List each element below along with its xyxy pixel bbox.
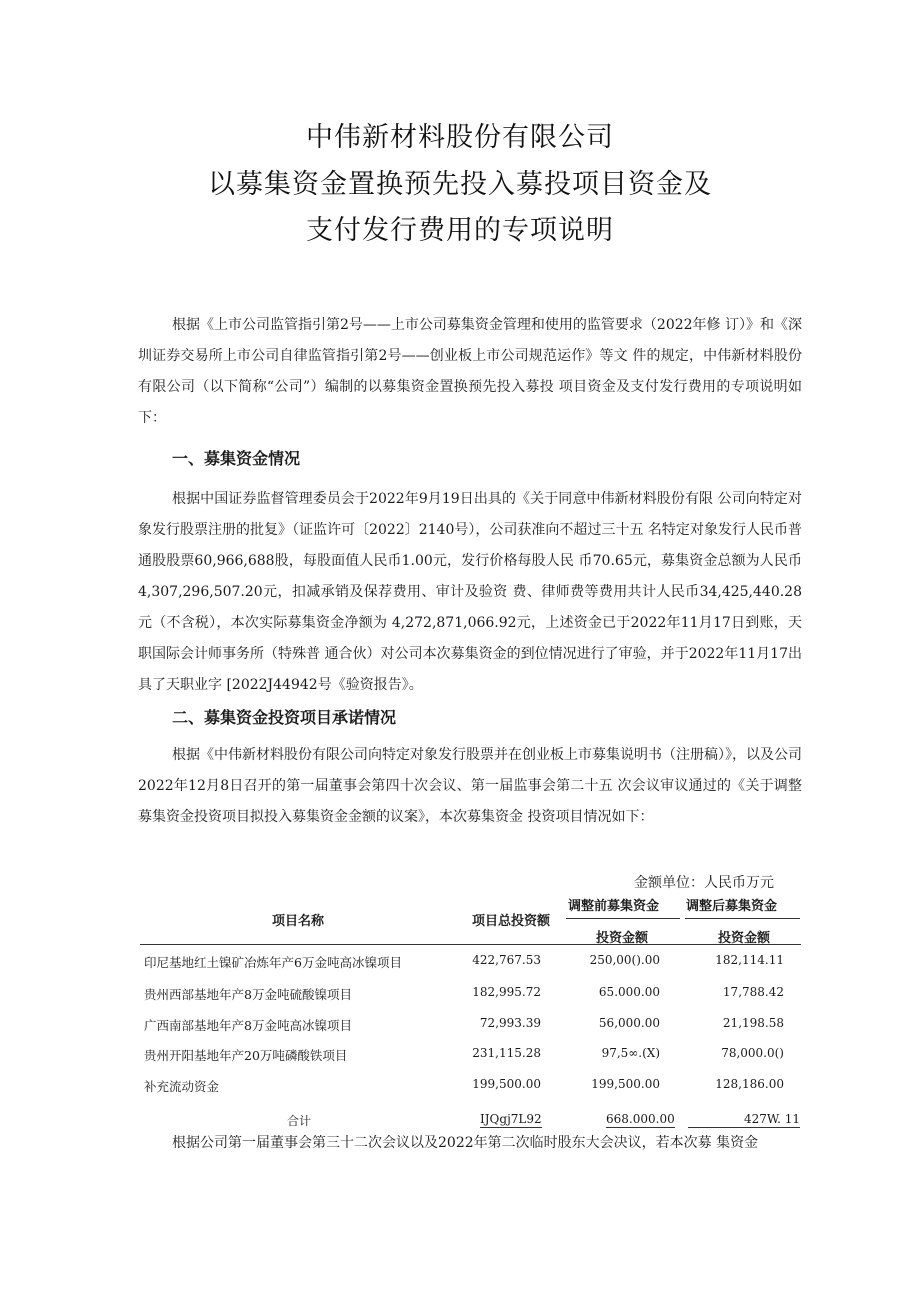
row-total: 422,767.53 xyxy=(472,953,541,967)
row-after: 21,198.58 xyxy=(722,1016,784,1030)
total-label: 合计 xyxy=(287,1114,312,1128)
row-name: 贵州西部基地年产8万金吨硫酸镍项目 xyxy=(144,987,352,1002)
section-1-heading: 一、募集资金情况 xyxy=(172,449,301,468)
row-name: 贵州开阳基地年产20万吨磷酸铁项目 xyxy=(144,1048,348,1063)
trailing-paragraph: 根据公司第一届董事会第三十二次会议以及2022年第二次临时股东大会决议，若本次募 集资金 xyxy=(172,1135,759,1151)
total-investment: IJQgj7L92 xyxy=(480,1112,542,1126)
title-line-2: 以募集资金置换预先投入募投项目资金及 xyxy=(208,169,712,200)
row-total: 231,115.28 xyxy=(472,1046,541,1060)
header-bottom-rule xyxy=(140,944,801,945)
header-before-line1: 调整前募集资金 xyxy=(568,899,660,914)
header-total-investment: 项目总投资额 xyxy=(472,914,551,929)
row-before: 65.000.00 xyxy=(598,985,660,999)
row-name: 补充流动资金 xyxy=(144,1079,220,1094)
header-divider-after xyxy=(685,918,800,919)
section-1-body: 根据中国证券监督管理委员会于2022年9月19日出具的《关于同意中伟新材料股份有限 公司向特定对象发行股票注册的批复》（证监许可〔2022〕2140号），公司获准向不超过三十五 名特定对象发行人民币普通股股票60,966,688股，每股面值人民币1.00元，发行价格每股人民 币70.65元，募集资金总额为人民币4,307,296,507.20元，扣减承销及保荐费用、审计及验资 费、律师费等费用共计人民币34,425,440.28元（不含税），本次实际募集资金净额为 4,272,871,066.92元，上述资金已于2022年11月17日到账，天职国际会计师事务所（特殊普 通合伙）对公司本次募集资金的到位情况进行了审验，并于2022年11月17出具了天职业字 [2022J44942号《验资报告》。 xyxy=(138,491,802,693)
header-divider-before xyxy=(566,918,680,919)
table-unit-label: 金额单位：人民币万元 xyxy=(634,875,774,891)
row-total: 72,993.39 xyxy=(479,1016,541,1030)
row-after: 78,000.0() xyxy=(721,1046,784,1060)
row-before: 250,00().00 xyxy=(589,953,660,967)
section-2-heading: 二、募集资金投资项目承诺情况 xyxy=(172,708,397,727)
total-after: 427W. 11 xyxy=(688,1112,800,1128)
row-name: 广西南部基地年产8万金吨高冰镍项目 xyxy=(144,1018,352,1033)
intro-paragraph: 根据《上市公司监管指引第2号——上市公司募集资金管理和使用的监管要求（2022年修 订）》和《深圳证券交易所上市公司自律监管指引第2号——创业板上市公司规范运作》等文 件的规定，中伟新材料股份有限公司（以下简称“公司”）编制的以募集资金置换预先投入募投 项目资金及支付发行费用的专项说明如下： xyxy=(138,317,802,426)
row-after: 128,186.00 xyxy=(715,1077,784,1091)
row-total: 199,500.00 xyxy=(472,1077,541,1091)
row-name: 印尼基地红土镍矿冶炼年产6万金吨高冰镍项目 xyxy=(144,955,402,970)
header-after-line1: 调整后募集资金 xyxy=(686,899,778,914)
header-before-line2: 投资金额 xyxy=(596,931,649,946)
row-before: 199,500.00 xyxy=(591,1077,660,1091)
row-before: 97,5∞.(X) xyxy=(601,1046,660,1060)
row-after: 17,788.42 xyxy=(722,985,784,999)
total-before: 668.000.00 xyxy=(606,1112,675,1126)
title-line-1: 中伟新材料股份有限公司 xyxy=(306,122,614,153)
row-before: 56,000.00 xyxy=(598,1016,660,1030)
row-total: 182,995.72 xyxy=(472,985,541,999)
section-2-body: 根据《中伟新材料股份有限公司向特定对象发行股票并在创业板上市募集说明书（注册稿）》，以及公司2022年12月8日召开的第一届董事会第四十次会议、第一届监事会第二十五 次会议审议通过的《关于调整募集资金投资项目拟投入募集资金金额的议案》，本次募集资金 投资项目情况如下： xyxy=(138,747,802,825)
header-project-name: 项目名称 xyxy=(272,914,325,929)
row-after: 182,114.11 xyxy=(715,953,784,967)
header-after-line2: 投资金额 xyxy=(718,931,771,946)
title-line-3: 支付发行费用的专项说明 xyxy=(306,215,614,246)
